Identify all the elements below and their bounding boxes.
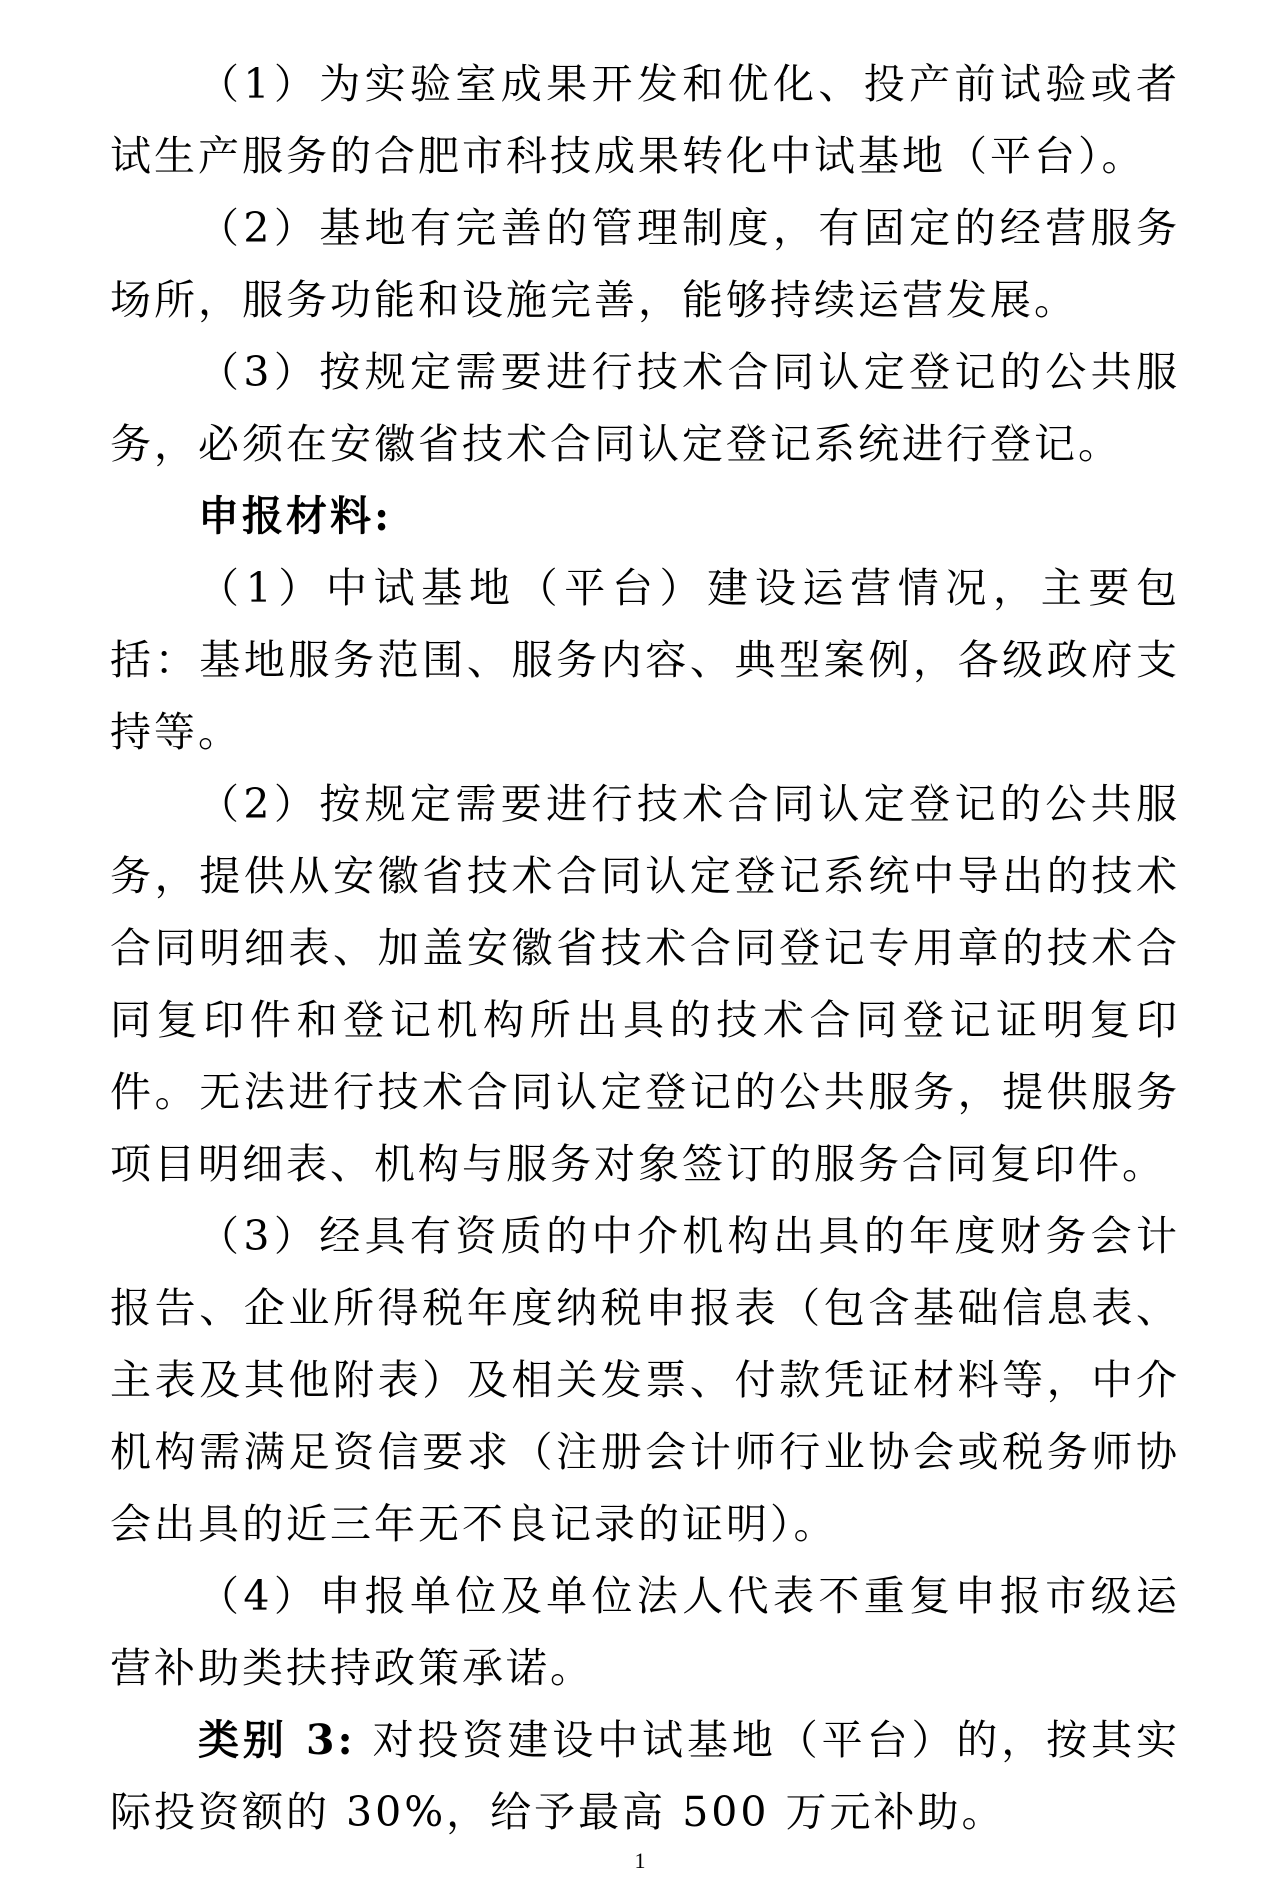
category-text: 对投资建设中试基地（平台）的，按其实际投资额的 30%，给予最高 500 万元补助。 xyxy=(110,1716,1180,1836)
paragraph-1: （1）为实验室成果开发和优化、投产前试验或者试生产服务的合肥市科技成果转化中试基地（平台）。 xyxy=(110,60,1180,180)
paragraph-2: （2）基地有完善的管理制度，有固定的经营服务场所，服务功能和设施完善，能够持续运营发展。 xyxy=(110,204,1180,324)
page-number: 1 xyxy=(634,1848,646,1873)
materials-paragraph-3: （3）经具有资质的中介机构出具的年度财务会计报告、企业所得税年度纳税申报表（包含基础信息表、主表及其他附表）及相关发票、付款凭证材料等，中介机构需满足资信要求（注册会计师行业协会或税务师协会出具的近三年无不良记录的证明）。 xyxy=(110,1212,1180,1548)
materials-paragraph-1: （1）中试基地（平台）建设运营情况，主要包括：基地服务范围、服务内容、典型案例，各级政府支持等。 xyxy=(110,564,1180,756)
category-paragraph xyxy=(110,1704,1180,1848)
document-page xyxy=(110,48,1180,1848)
materials-paragraph-2: （2）按规定需要进行技术合同认定登记的公共服务，提供从安徽省技术合同认定登记系统中导出的技术合同明细表、加盖安徽省技术合同登记专用章的技术合同复印件和登记机构所出具的技术合同登记证明复印件。无法进行技术合同认定登记的公共服务，提供服务项目明细表、机构与服务对象签订的服务合同复印件。 xyxy=(110,780,1180,1188)
category-label: 类别 3: xyxy=(198,1716,356,1764)
paragraph-3: （3）按规定需要进行技术合同认定登记的公共服务，必须在安徽省技术合同认定登记系统进行登记。 xyxy=(110,348,1180,468)
section-heading-materials: 申报材料: xyxy=(198,492,393,540)
materials-paragraph-4: （4）申报单位及单位法人代表不重复申报市级运营补助类扶持政策承诺。 xyxy=(110,1572,1180,1692)
